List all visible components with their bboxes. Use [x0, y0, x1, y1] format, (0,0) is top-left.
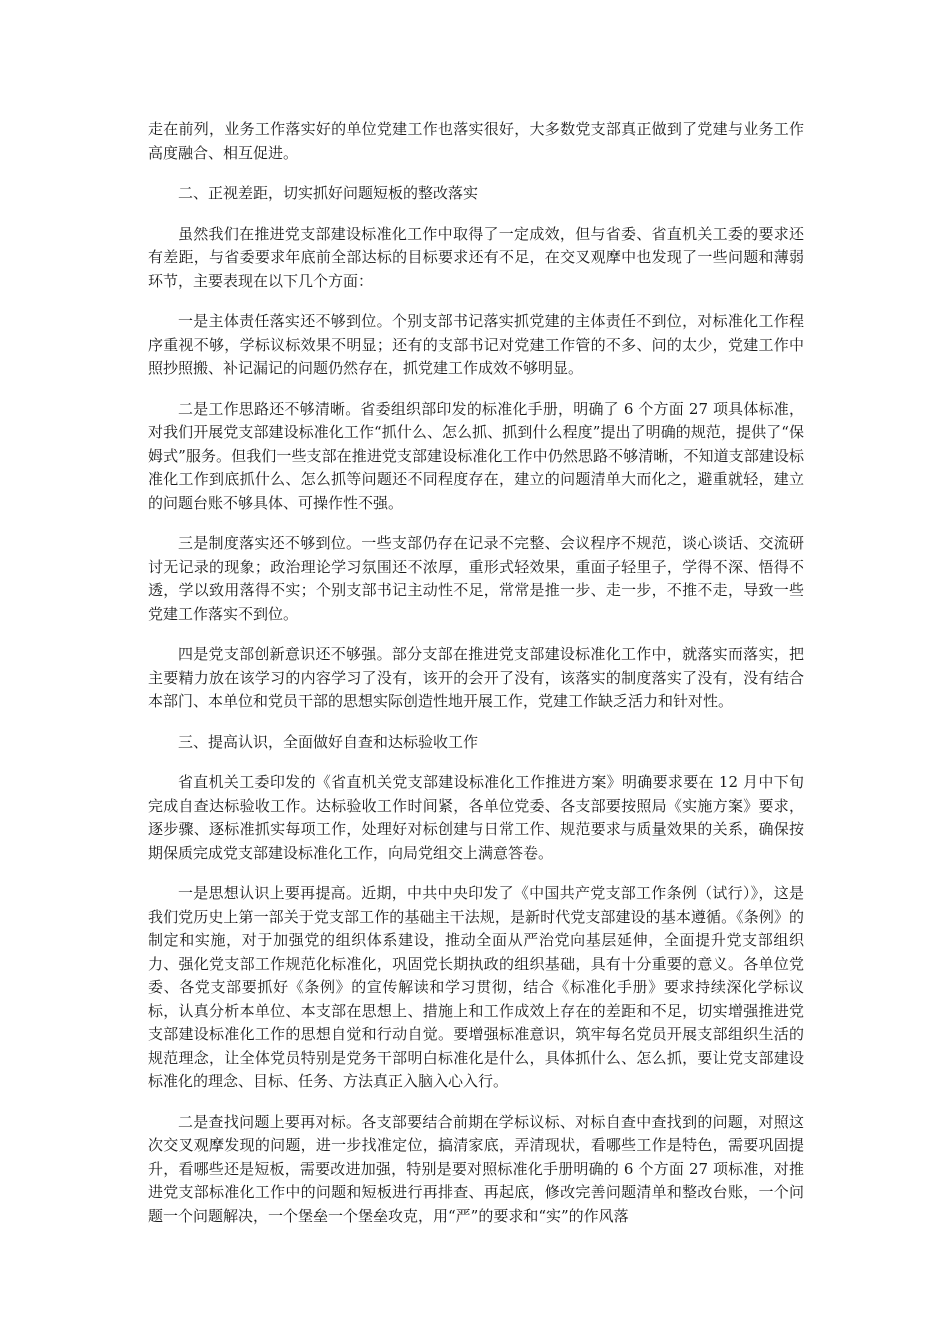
paragraph: 一是主体责任落实还不够到位。个别支部书记落实抓党建的主体责任不到位，对标准化工作程序重视不够，学标议标效果不明显；还有的支部书记对党建工作管的不多、问的太少，党建工作中照抄照搬、补记漏记的问题仍然存在，抓党建工作成效不够明显。 [148, 312, 804, 377]
paragraph: 三是制度落实还不够到位。一些支部仍存在记录不完整、会议程序不规范，谈心谈话、交流研讨无记录的现象；政治理论学习氛围还不浓厚，重形式轻效果，重面子轻里子，学得不深、悟得不透，学以致用落得不实；个别支部书记主动性不足，常常是推一步、走一步，不推不走，导致一些党建工作落实不到位。 [148, 534, 804, 623]
paragraph: 省直机关工委印发的《省直机关党支部建设标准化工作推进方案》明确要求要在 12 月中下旬完成自查达标验收工作。达标验收工作时间紧，各单位党委、各支部要按照局《实施方案》要求，逐步骤、逐标准抓实每项工作，处理好对标创建与日常工作、规范要求与质量效果的关系，确保按期保质完成党支部建设标准化工作，向局党组交上满意答卷。 [148, 773, 804, 862]
paragraph: 虽然我们在推进党支部建设标准化工作中取得了一定成效，但与省委、省直机关工委的要求还有差距，与省委要求年底前全部达标的目标要求还有不足，在交叉观摩中也发现了一些问题和薄弱环节，主要表现在以下几个方面： [148, 224, 804, 290]
paragraph-continuation: 走在前列，业务工作落实好的单位党建工作也落实很好，大多数党支部真正做到了党建与业务工作高度融合、相互促进。 [148, 120, 804, 162]
section-heading-3: 三、提高认识，全面做好自查和达标验收工作 [178, 732, 479, 751]
document-body [148, 118, 804, 1245]
paragraph: 一是思想认识上要再提高。近期，中共中央印发了《中国共产党支部工作条例（试行）》，这是我们党历史上第一部关于党支部工作的基础主干法规，是新时代党支部建设的基本遵循。《条例》的制定和实施，对于加强党的组织体系建设，推动全面从严治党向基层延伸，全面提升党支部组织力、强化党支部工作规范化标准化，巩固党长期执政的组织基础，具有十分重要的意义。各单位党委、各党支部要抓好《条例》的宣传解读和学习贯彻，结合《标准化手册》要求持续深化学标议标，认真分析本单位、本支部在思想上、措施上和工作成效上存在的差距和不足，切实增强推进党支部建设标准化工作的思想自觉和行动自觉。要增强标准意识，筑牢每名党员开展支部组织生活的规范理念，让全体党员特别是党务干部明白标准化是什么，具体抓什么、怎么抓，要让党支部建设标准化的理念、目标、任务、方法真正入脑入心入行。 [148, 884, 804, 1090]
paragraph: 二是查找问题上要再对标。各支部要结合前期在学标议标、对标自查中查找到的问题，对照这次交叉观摩发现的问题，进一步找准定位，搞清家底，弄清现状，看哪些工作是特色，需要巩固提升，看哪些还是短板，需要改进加强，特别是要对照标准化手册明确的 6 个方面 27 项标准，对推进党支部标准化工作中的问题和短板进行再排查、再起底，修改完善问题清单和整改台账，一个问题一个问题解决，一个堡垒一个堡垒攻克，用“严”的要求和“实”的作风落 [148, 1112, 804, 1225]
section-heading-2: 二、正视差距，切实抓好问题短板的整改落实 [178, 184, 479, 202]
paragraph: 四是党支部创新意识还不够强。部分支部在推进党支部建设标准化工作中，就落实而落实，把主要精力放在该学习的内容学习了没有，该开的会开了没有，该落实的制度落实了没有，没有结合本部门、本单位和党员干部的思想实际创造性地开展工作，党建工作缺乏活力和针对性。 [148, 645, 804, 710]
paragraph: 二是工作思路还不够清晰。省委组织部印发的标准化手册，明确了 6 个方面 27 项具体标准，对我们开展党支部建设标准化工作“抓什么、怎么抓、抓到什么程度”提出了明确的规范，提供了“保姆式”服务。但我们一些支部在推进党支部建设标准化工作中仍然思路不够清晰，不知道支部建设标准化工作到底抓什么、怎么抓等问题还不同程度存在，建立的问题清单大而化之，避重就轻，建立的问题台账不够具体、可操作性不强。 [148, 399, 804, 512]
